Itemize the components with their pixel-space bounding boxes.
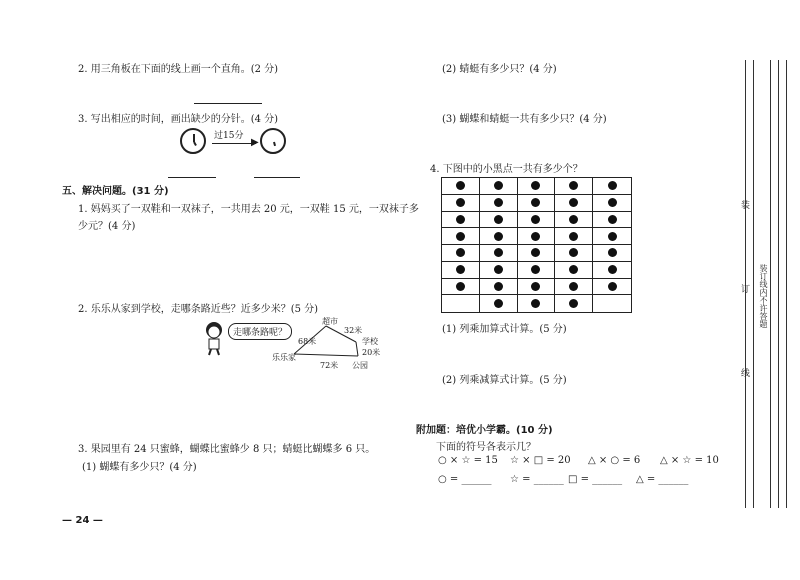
dot-icon: [494, 232, 503, 241]
grid-cell: [555, 178, 593, 195]
dot-icon: [608, 282, 617, 291]
dot-icon: [608, 215, 617, 224]
problem-1-line1: 1. 妈妈买了一双鞋和一双袜子，一共用去 20 元，一双鞋 15 元，一双袜子多: [78, 204, 419, 215]
answer-square: □ = ______: [568, 474, 623, 485]
dot-icon: [531, 265, 540, 274]
grid-cell: [518, 212, 556, 229]
problem-3: 3. 果园里有 24 只蜜蜂，蝴蝶比蜜蜂少 8 只；蜻蜓比蝴蝶多 6 只。: [78, 444, 376, 455]
grid-cell: [518, 295, 556, 312]
grid-cell: [555, 262, 593, 279]
grid-cell: [480, 178, 518, 195]
grid-cell: [555, 212, 593, 229]
dot-icon: [531, 181, 540, 190]
problem-2: 2. 乐乐从家到学校，走哪条路近些？近多少米？(5 分): [78, 304, 319, 315]
grid-cell: [442, 295, 480, 312]
problem-1-line2: 少元？(4 分): [78, 221, 136, 232]
dot-icon: [531, 215, 540, 224]
dot-icon: [569, 265, 578, 274]
dot-icon: [456, 215, 465, 224]
grid-cell: [480, 279, 518, 296]
map-d68: 68米: [298, 337, 317, 346]
dot-grid: [441, 177, 632, 313]
question-2: 2. 用三角板在下面的线上画一个直角。(2 分): [78, 64, 279, 75]
grid-cell: [593, 228, 631, 245]
dot-icon: [569, 248, 578, 257]
grid-cell: [518, 195, 556, 212]
dot-icon: [456, 265, 465, 274]
dot-icon: [456, 282, 465, 291]
grid-cell: [480, 262, 518, 279]
dot-icon: [494, 299, 503, 308]
margin-rule-3: [770, 60, 771, 508]
dot-icon: [531, 299, 540, 308]
margin-xian: 线: [739, 368, 749, 377]
problem-3-sub3: (3) 蝴蝶和蜻蜓一共有多少只？(4 分): [442, 114, 607, 125]
dot-icon: [608, 265, 617, 274]
dot-icon: [531, 248, 540, 257]
grid-cell: [555, 195, 593, 212]
clock-2-icon: [260, 128, 286, 154]
dot-icon: [569, 198, 578, 207]
grid-cell: [442, 178, 480, 195]
dot-icon: [608, 198, 617, 207]
grid-cell: [442, 195, 480, 212]
grid-cell: [555, 279, 593, 296]
bonus-title: 附加题：培优小学霸。(10 分): [416, 425, 553, 436]
dot-icon: [569, 299, 578, 308]
grid-cell: [442, 245, 480, 262]
problem-4: 4. 下图中的小黑点一共有多少个？: [430, 164, 583, 175]
grid-cell: [442, 228, 480, 245]
grid-cell: [518, 262, 556, 279]
problem-4-sub2: (2) 列乘减算式计算。(5 分): [442, 375, 567, 386]
map-supermarket: 超市: [322, 317, 338, 326]
grid-cell: [593, 262, 631, 279]
equation-1: ○ × ☆ = 15: [438, 455, 498, 466]
grid-cell: [480, 245, 518, 262]
dot-icon: [608, 232, 617, 241]
grid-cell: [442, 212, 480, 229]
grid-cell: [555, 295, 593, 312]
dot-icon: [531, 198, 540, 207]
margin-rule-4: [778, 60, 779, 508]
problem-4-sub1: (1) 列乘加算式计算。(5 分): [442, 324, 567, 335]
grid-cell: [555, 245, 593, 262]
dot-icon: [569, 181, 578, 190]
dot-icon: [608, 181, 617, 190]
arrow-label: 过15分: [214, 131, 244, 141]
grid-cell: [480, 195, 518, 212]
answer-line-angle: [194, 103, 262, 104]
answer-line-time1: [168, 177, 216, 178]
dot-icon: [531, 232, 540, 241]
equation-3: △ × ○ = 6: [588, 455, 641, 466]
grid-cell: [593, 295, 631, 312]
grid-cell: [593, 279, 631, 296]
equation-4: △ × ☆ = 10: [660, 455, 719, 466]
grid-cell: [442, 279, 480, 296]
grid-cell: [480, 212, 518, 229]
map-home: 乐乐家: [272, 353, 296, 362]
dot-icon: [494, 282, 503, 291]
margin-notice: 装订线内不许答题: [759, 264, 768, 328]
answer-triangle: △ = ______: [636, 474, 689, 485]
grid-cell: [480, 295, 518, 312]
grid-cell: [518, 279, 556, 296]
grid-cell: [518, 245, 556, 262]
answer-circle: ○ = ______: [438, 474, 492, 485]
grid-cell: [593, 178, 631, 195]
bonus-question: 下面的符号各表示几？: [436, 442, 536, 453]
problem-3-sub1: (1) 蝴蝶有多少只？(4 分): [82, 462, 197, 473]
clock-1-icon: [180, 128, 206, 154]
grid-cell: [480, 228, 518, 245]
dot-icon: [531, 282, 540, 291]
dot-icon: [456, 248, 465, 257]
margin-rule-2: [753, 60, 754, 508]
dot-icon: [494, 265, 503, 274]
grid-cell: [518, 178, 556, 195]
grid-cell: [518, 228, 556, 245]
margin-ding: 订: [739, 284, 749, 293]
grid-cell: [593, 195, 631, 212]
dot-icon: [569, 282, 578, 291]
dot-icon: [456, 198, 465, 207]
grid-cell: [442, 262, 480, 279]
answer-line-time2: [254, 177, 300, 178]
dot-icon: [494, 181, 503, 190]
dot-icon: [456, 181, 465, 190]
section-5-heading: 五、解决问题。(31 分): [62, 186, 169, 197]
margin-rule-5: [786, 60, 787, 508]
dot-icon: [494, 215, 503, 224]
speech-bubble: 走哪条路呢？: [228, 323, 292, 340]
grid-cell: [593, 245, 631, 262]
equation-2: ☆ × □ = 20: [510, 455, 571, 466]
problem-3-sub2: (2) 蜻蜓有多少只？(4 分): [442, 64, 557, 75]
margin-zhuang: 装: [739, 200, 749, 209]
grid-cell: [555, 228, 593, 245]
cartoon-boy-icon: [200, 320, 230, 356]
map-d72: 72米: [320, 361, 339, 370]
arrow-icon: [212, 143, 256, 144]
dot-icon: [569, 232, 578, 241]
question-3: 3. 写出相应的时间，画出缺少的分针。(4 分): [78, 114, 279, 125]
dot-icon: [456, 232, 465, 241]
map-school: 学校: [362, 337, 378, 346]
answer-star: ☆ = ______: [510, 474, 564, 485]
grid-cell: [593, 212, 631, 229]
map-d20: 20米: [362, 348, 381, 357]
arrow-head-icon: ▶: [251, 137, 259, 148]
map-park: 公园: [352, 361, 368, 370]
dot-icon: [494, 198, 503, 207]
dot-icon: [569, 215, 578, 224]
dot-icon: [608, 248, 617, 257]
map-d32: 32米: [344, 326, 363, 335]
dot-icon: [494, 248, 503, 257]
page-number: — 24 —: [62, 515, 103, 526]
